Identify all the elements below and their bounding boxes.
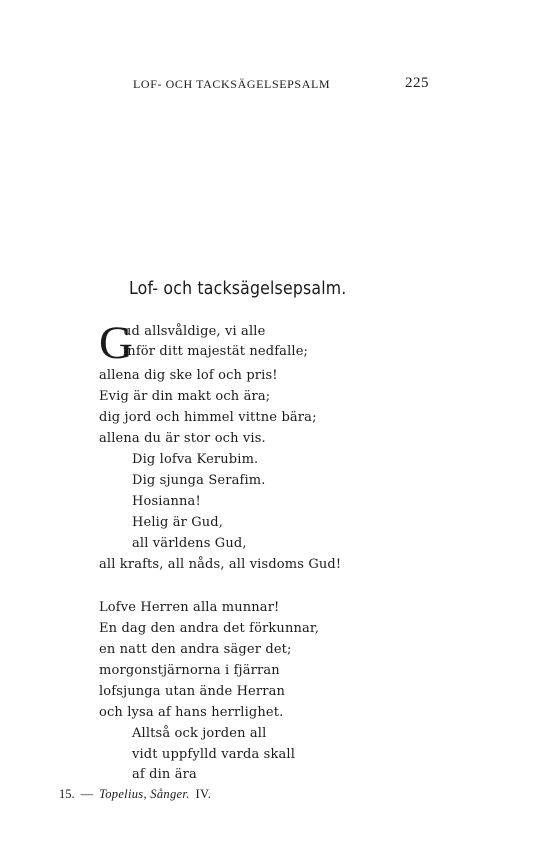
poem-line: all krafts, all nåds, all visdoms Gud!: [99, 557, 342, 572]
poem-line: Alltså ock jorden all: [132, 726, 267, 741]
poem-line: lofsjunga utan ände Herran: [99, 684, 286, 699]
poem-title: Lof- och tacksägelsepsalm.: [129, 279, 347, 299]
signature-mark: 15.: [59, 787, 75, 801]
poem-line: Dig lofva Kerubim.: [132, 452, 259, 467]
poem-line: en natt den andra säger det;: [99, 642, 292, 657]
poem-line: inför ditt majestät nedfalle;: [123, 344, 309, 359]
poem-line: Lofve Herren alla munnar!: [99, 600, 280, 615]
drop-cap: G: [99, 317, 133, 369]
poem-line: Evig är din makt och ära;: [99, 389, 271, 404]
volume-number: IV.: [195, 787, 212, 801]
poem-line: En dag den andra det förkunnar,: [99, 621, 320, 636]
poem-line: ud allsvåldige, vi alle: [123, 324, 266, 339]
footer-dash: —: [80, 787, 94, 801]
poem-line: allena dig ske lof och pris!: [99, 368, 278, 383]
poem-line: dig jord och himmel vittne bära;: [99, 410, 317, 425]
footer-signature-line: [59, 787, 211, 802]
poem-line: morgonstjärnorna i fjärran: [99, 663, 280, 678]
source-title: Topelius, Sånger.: [99, 787, 190, 801]
poem-line: allena du är stor och vis.: [99, 431, 266, 446]
poem-line: och lysa af hans herrlighet.: [99, 705, 284, 720]
poem-line: Hosianna!: [132, 494, 201, 509]
poem-line: all världens Gud,: [132, 536, 247, 551]
poem-line: Dig sjunga Serafim.: [132, 473, 266, 488]
running-head: [0, 77, 544, 95]
poem-line: af din ära: [132, 767, 197, 782]
page-number: 225: [405, 75, 429, 91]
poem-line: Helig är Gud,: [132, 515, 224, 530]
running-title: LOF- OCH TACKSÄGELSEPSALM: [133, 77, 331, 91]
poem-line: vidt uppfylld varda skall: [132, 747, 295, 762]
